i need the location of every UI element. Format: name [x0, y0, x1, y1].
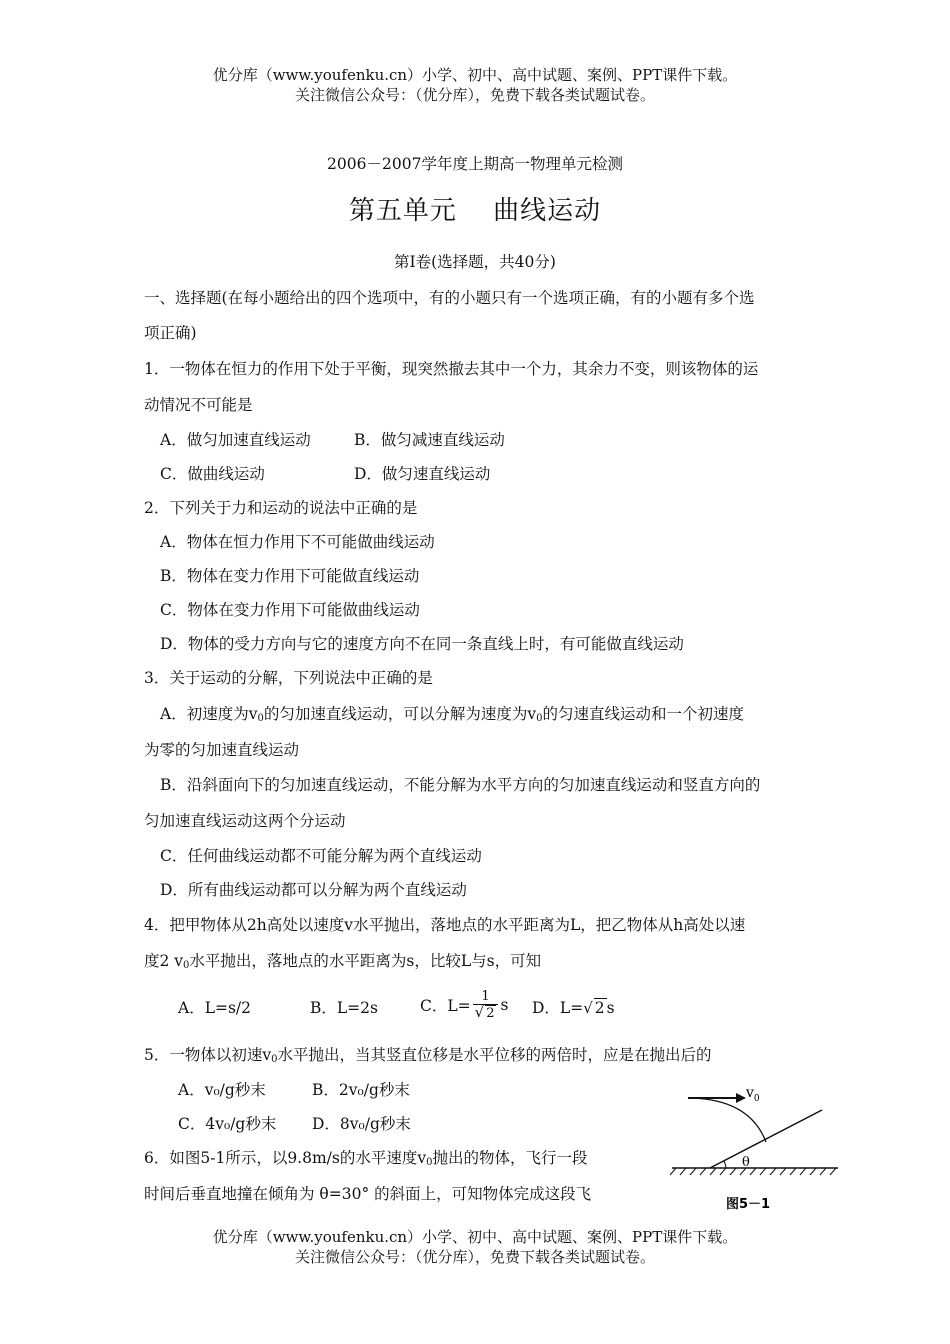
q2-option-a: A．物体在恒力作用下不可能做曲线运动 [160, 533, 435, 551]
q3-option-c: C．任何曲线运动都不可能分解为两个直线运动 [160, 847, 482, 865]
exam-title: 第五单元 曲线运动 [348, 196, 602, 226]
q1-option-b: B．做匀减速直线运动 [354, 431, 505, 449]
instruction-line-2: 项正确) [144, 324, 197, 342]
q3-option-b-line-1: B．沿斜面向下的匀加速直线运动，不能分解为水平方向的匀加速直线运动和竖直方向的 [160, 776, 761, 794]
q2-option-b: B．物体在变力作用下可能做直线运动 [160, 567, 420, 585]
footer-line-1: 优分库（www.youfenku.cn）小学、初中、高中试题、案例、PPT课件下载。 [212, 1228, 738, 1246]
q3-option-d: D．所有曲线运动都可以分解为两个直线运动 [160, 881, 467, 899]
fraction: $\frac{1}{√ 2}$ [473, 989, 499, 1021]
q3-option-b-line-2: 匀加速直线运动这两个分运动 [144, 812, 346, 830]
q1-option-c: C．做曲线运动 [160, 465, 265, 483]
q4-stem-line-1: 4．把甲物体从2h高处以速度v水平抛出，落地点的水平距离为L，把乙物体从h高处以速 [144, 916, 746, 934]
q4-option-c: C．L= $\frac{1}{√ 2}$ s [420, 989, 509, 1021]
q2-option-c: C．物体在变力作用下可能做曲线运动 [160, 601, 420, 619]
instruction-line-1: 一、选择题(在每小题给出的四个选项中，有的小题只有一个选项正确，有的小题有多个选 [144, 289, 755, 307]
velocity-label: $v_0$ [746, 1085, 760, 1104]
q4-option-a: A．L=s/2 [178, 999, 252, 1017]
q4-option-d: D．L=√ 2 s [532, 999, 615, 1017]
q5-option-d: D．8v₀/g秒末 [312, 1115, 411, 1133]
q6-stem-line-1: 6．如图5-1所示，以9.8m/s的水平速度$v_0$抛出的物体，飞行一段 [144, 1149, 588, 1168]
figure-5-1 [662, 1080, 848, 1220]
q6-stem-line-2: 时间后垂直地撞在倾角为 θ=30° 的斜面上，可知物体完成这段飞 [144, 1185, 592, 1203]
q5-option-b: B．2v₀/g秒末 [312, 1081, 410, 1099]
q1-stem-line-1: 1．一物体在恒力的作用下处于平衡，现突然撤去其中一个力，其余力不变，则该物体的运 [144, 360, 759, 378]
q4-option-b: B．L=2s [310, 999, 378, 1017]
trajectory-curve [692, 1098, 766, 1142]
q3-option-a-line-2: 为零的匀加速直线运动 [144, 741, 300, 759]
q3-option-a-line-1: A．初速度为$v_0$的匀加速直线运动，可以分解为速度为$v_0$的匀速直线运动和一个初速度 [160, 705, 744, 724]
angle-arc [724, 1161, 726, 1168]
q4-stem-line-2: 度2 $v_0$水平抛出，落地点的水平距离为s，比较L与s，可知 [144, 952, 542, 971]
footer-line-2: 关注微信公众号：（优分库），免费下载各类试题试卷。 [294, 1248, 655, 1266]
q1-option-d: D．做匀速直线运动 [354, 465, 491, 483]
q2-stem: 2．下列关于力和运动的说法中正确的是 [144, 499, 418, 517]
q1-option-a: A．做匀加速直线运动 [160, 431, 311, 449]
ground-hatching [670, 1168, 836, 1175]
q5-option-a: A．v₀/g秒末 [178, 1081, 266, 1099]
figure-caption: 图5－1 [726, 1197, 771, 1212]
q1-stem-line-2: 动情况不可能是 [144, 396, 253, 414]
q2-option-d: D．物体的受力方向与它的速度方向不在同一条直线上时，有可能做直线运动 [160, 635, 684, 653]
angle-label: θ [742, 1155, 750, 1170]
velocity-arrow-head [736, 1093, 746, 1103]
header-line-1: 优分库（www.youfenku.cn）小学、初中、高中试题、案例、PPT课件下载。 [212, 66, 738, 84]
q5-option-c: C．4v₀/g秒末 [178, 1115, 277, 1133]
q3-stem: 3．关于运动的分解，下列说法中正确的是 [144, 669, 433, 687]
exam-subtitle: 2006－2007学年度上期高一物理单元检测 [327, 155, 623, 173]
q5-stem: 5．一物体以初速$v_0$水平抛出，当其竖直位移是水平位移的两倍时，应是在抛出后的 [144, 1046, 712, 1065]
part-heading: 第Ⅰ卷(选择题，共40分) [394, 253, 556, 271]
header-line-2: 关注微信公众号：（优分库），免费下载各类试题试卷。 [294, 86, 655, 104]
incline-line [710, 1110, 822, 1168]
